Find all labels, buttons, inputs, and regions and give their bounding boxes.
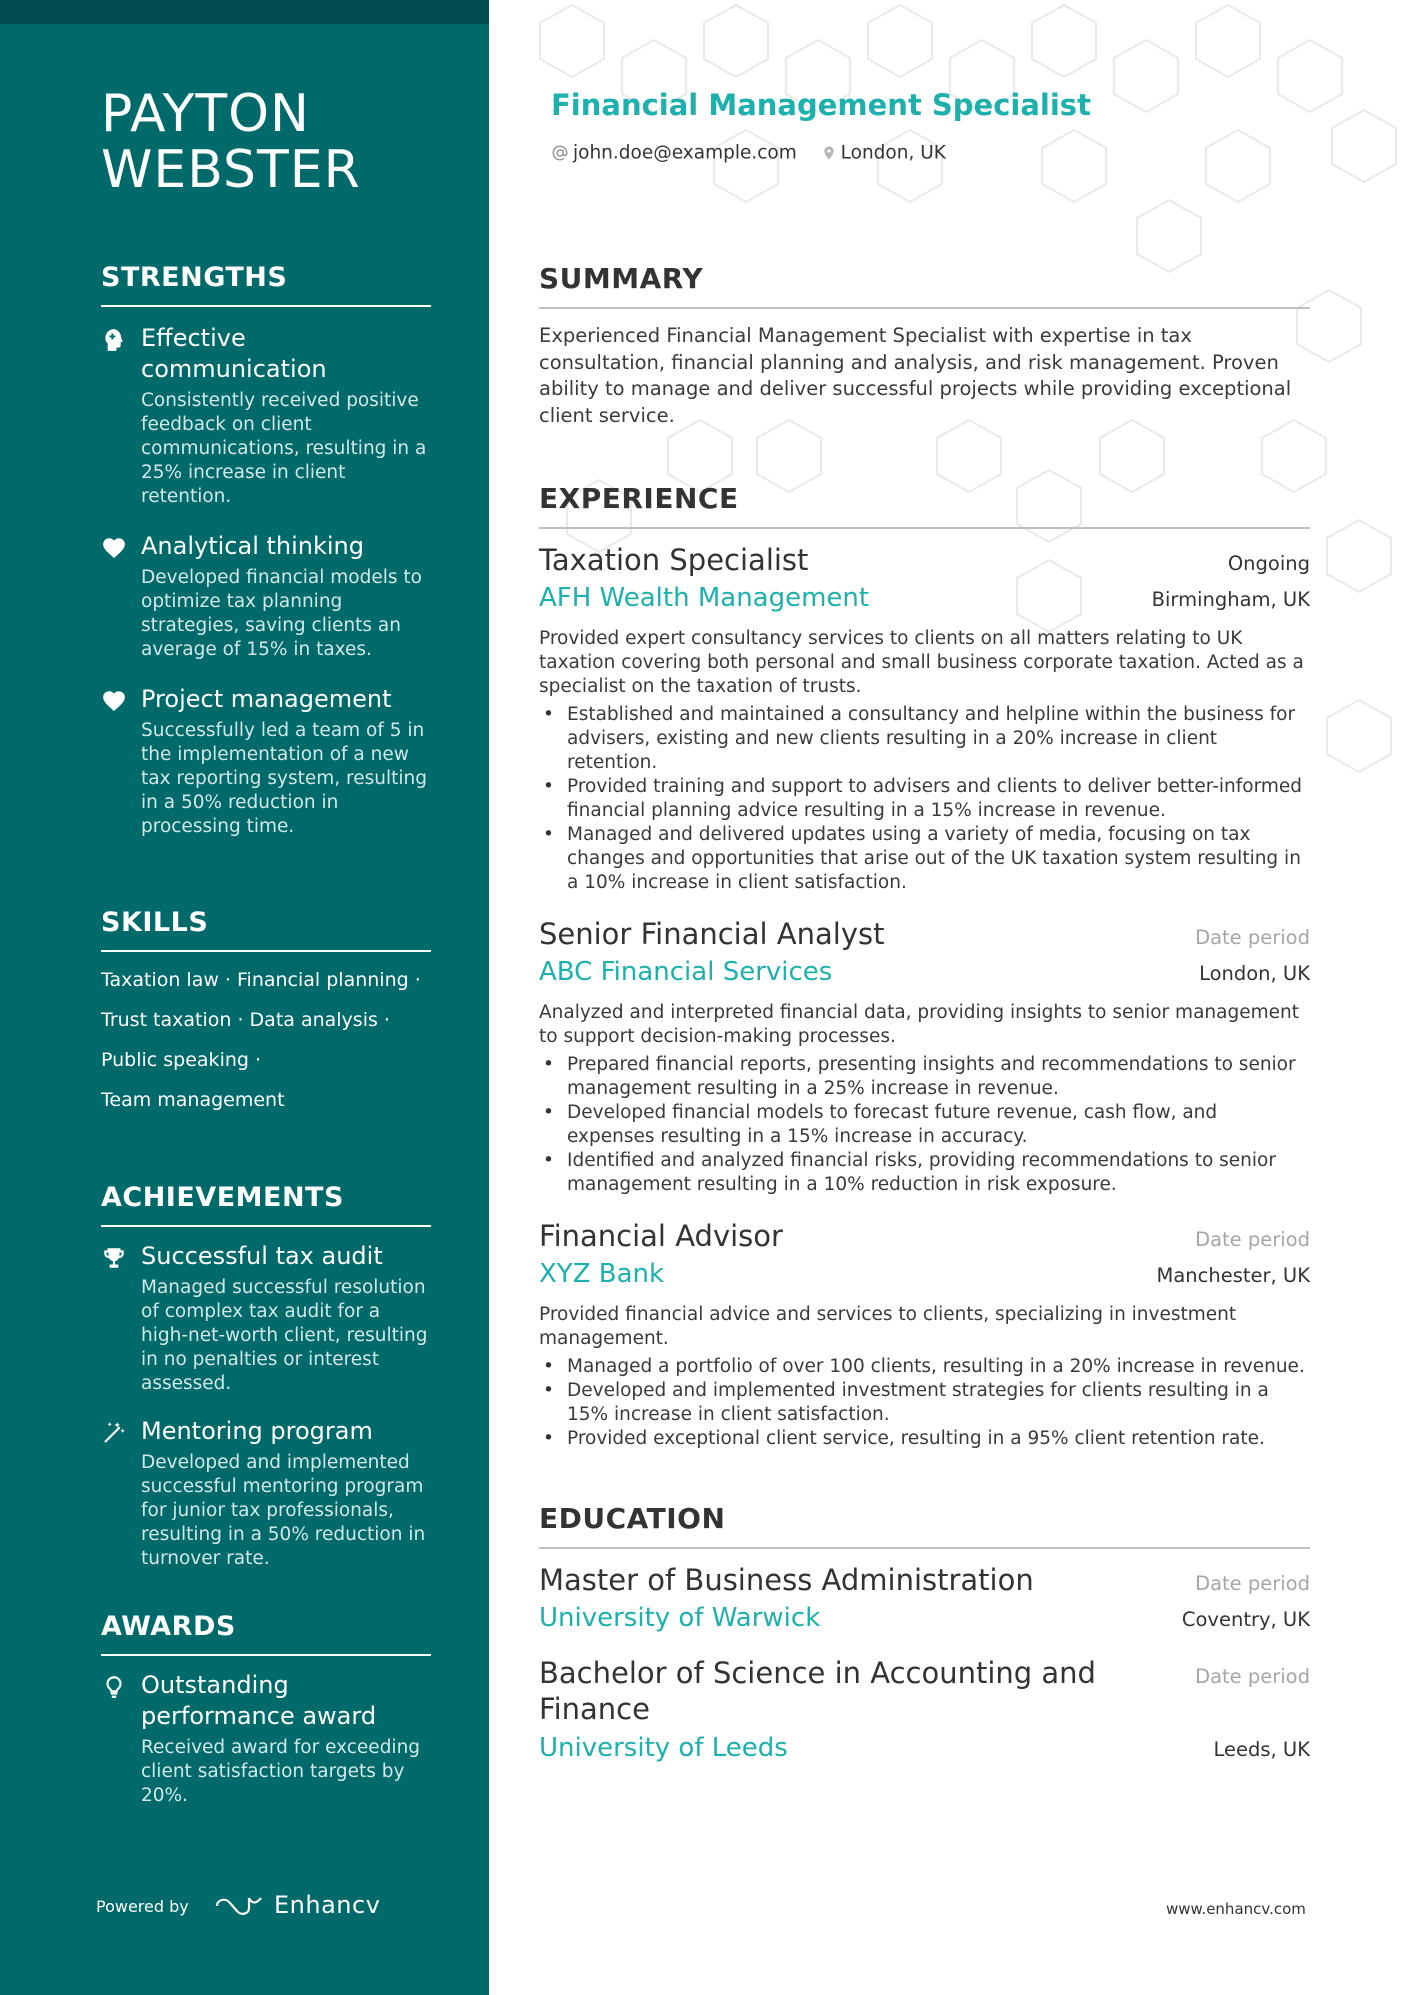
first-name: PAYTON bbox=[101, 84, 310, 144]
entry-description: Provided financial advice and services to clients, specializing in investment management. bbox=[539, 1304, 1237, 1349]
achievement-title: Mentoring program bbox=[141, 1417, 373, 1445]
email-link[interactable]: john.doe@example.com bbox=[573, 142, 797, 164]
entry-location: Coventry, UK bbox=[1181, 1608, 1310, 1631]
footer-url[interactable]: www.enhancv.com bbox=[1166, 1900, 1306, 1918]
strengths-section bbox=[101, 262, 431, 839]
bullet-item: • Provided exceptional client service, resulting in a 95% client retention rate. bbox=[567, 1427, 1310, 1451]
achievement-item bbox=[101, 1416, 431, 1571]
company-name: AFH Wealth Management bbox=[539, 583, 870, 613]
achievement-title: Successful tax audit bbox=[141, 1242, 383, 1270]
date-period: Date period bbox=[1195, 1665, 1310, 1688]
location-pin-icon bbox=[821, 144, 837, 162]
bullet-item: • Prepared financial reports, presenting insights and recommendations to senior management resulting in a 25% increase in revenue. bbox=[567, 1053, 1310, 1101]
strength-item bbox=[101, 684, 431, 839]
job-title: Financial Management Specialist bbox=[551, 88, 1091, 122]
award-title: Outstanding performance award bbox=[141, 1671, 377, 1730]
lightbulb-icon bbox=[101, 1674, 127, 1700]
head-icon bbox=[101, 327, 127, 353]
strength-title: Effective communication bbox=[141, 324, 327, 383]
position-title: Senior Financial Analyst bbox=[539, 917, 885, 951]
award-item bbox=[101, 1670, 431, 1808]
strength-item bbox=[101, 323, 431, 509]
bullet-list bbox=[539, 1355, 1310, 1451]
strengths-title: STRENGTHS bbox=[101, 262, 431, 307]
awards-title: AWARDS bbox=[101, 1611, 431, 1656]
company-name: XYZ Bank bbox=[539, 1259, 665, 1289]
entry-description: Analyzed and interpreted financial data, providing insights to senior management to support decision-making processes. bbox=[539, 1002, 1299, 1047]
achievements-title: ACHIEVEMENTS bbox=[101, 1182, 431, 1227]
location-text: London, UK bbox=[840, 142, 946, 164]
education-title: EDUCATION bbox=[539, 1502, 1310, 1549]
last-name: WEBSTER bbox=[101, 140, 361, 200]
strength-title: Analytical thinking bbox=[141, 532, 364, 560]
enhancv-logo-icon bbox=[214, 1892, 264, 1920]
skills-line: Team management bbox=[101, 1089, 285, 1111]
award-desc: Received award for exceeding client satisfaction targets by 20%. bbox=[141, 1737, 421, 1806]
achievement-item bbox=[101, 1241, 431, 1396]
bullet-item: • Managed and delivered updates using a variety of media, focusing on tax changes and opportunities that arise out of the UK taxation system resulting in a 10% increase in client satisfaction. bbox=[567, 823, 1310, 895]
date-period: Date period bbox=[1195, 1572, 1310, 1595]
achievement-desc: Developed and implemented successful mentoring program for junior tax professionals, resulting in a 50% reduction in turnover rate. bbox=[141, 1452, 426, 1569]
entry-location: Leeds, UK bbox=[1213, 1738, 1310, 1761]
at-icon bbox=[551, 144, 569, 162]
company-name: ABC Financial Services bbox=[539, 957, 833, 987]
enhancv-brand: Enhancv bbox=[274, 1891, 381, 1919]
school-name: University of Warwick bbox=[539, 1603, 821, 1633]
experience-entry bbox=[539, 543, 1310, 895]
bullet-item: • Identified and analyzed financial risks, providing recommendations to senior management resulting in a 10% reduction in risk exposure. bbox=[567, 1149, 1310, 1197]
education-section bbox=[539, 1502, 1310, 1763]
date-period: Date period bbox=[1195, 1228, 1310, 1251]
date-period: Ongoing bbox=[1227, 552, 1310, 575]
skills-section bbox=[101, 907, 431, 1112]
sidebar bbox=[0, 0, 489, 1995]
summary-title: SUMMARY bbox=[539, 262, 1310, 309]
strength-desc: Successfully led a team of 5 in the implementation of a new tax reporting system, resulting in a 50% reduction in processing time. bbox=[141, 720, 428, 837]
bullet-list bbox=[539, 703, 1310, 895]
strength-title: Project management bbox=[141, 685, 392, 713]
achievement-desc: Managed successful resolution of complex tax audit for a high-net-worth client, resulting in no penalties or interest assessed. bbox=[141, 1277, 428, 1394]
bullet-item: • Developed and implemented investment strategies for clients resulting in a 15% increase in client satisfaction. bbox=[567, 1379, 1310, 1427]
position-title: Taxation Specialist bbox=[539, 543, 809, 577]
awards-section bbox=[101, 1611, 431, 1808]
trophy-icon bbox=[101, 1245, 127, 1271]
contact-bar bbox=[551, 142, 946, 164]
education-entry bbox=[539, 1563, 1310, 1633]
school-name: University of Leeds bbox=[539, 1733, 788, 1763]
date-period: Date period bbox=[1195, 926, 1310, 949]
heart-icon bbox=[101, 688, 127, 714]
experience-entry bbox=[539, 1219, 1310, 1451]
summary-text: Experienced Financial Management Specialist with expertise in tax consultation, financial planning and analysis, and risk management. Proven ability to manage and deliver successful projects while providing exceptional client service. bbox=[539, 324, 1292, 427]
bullet-item: • Provided training and support to advisers and clients to deliver better-informed financial planning advice resulting in a 15% increase in revenue. bbox=[567, 775, 1310, 823]
bullet-item: • Managed a portfolio of over 100 clients, resulting in a 20% increase in revenue. bbox=[567, 1355, 1310, 1379]
degree-title: Master of Business Administration bbox=[539, 1563, 1034, 1597]
entry-location: Manchester, UK bbox=[1156, 1264, 1310, 1287]
powered-by-label: Powered by bbox=[96, 1897, 189, 1916]
magic-wand-icon bbox=[101, 1420, 127, 1446]
experience-section bbox=[539, 482, 1310, 1451]
skills-line: Public speaking · bbox=[101, 1049, 262, 1071]
experience-title: EXPERIENCE bbox=[539, 482, 1310, 529]
summary-section bbox=[539, 262, 1310, 429]
degree-title: Bachelor of Science in Accounting and Finance bbox=[539, 1656, 1096, 1726]
strength-desc: Consistently received positive feedback on client communications, resulting in a 25% increase in client retention. bbox=[141, 390, 427, 507]
entry-location: Birmingham, UK bbox=[1151, 588, 1310, 611]
strength-item bbox=[101, 531, 431, 662]
bullet-item: • Developed financial models to forecast future revenue, cash flow, and expenses resulting in a 15% increase in accuracy. bbox=[567, 1101, 1310, 1149]
candidate-name bbox=[101, 86, 361, 198]
entry-description: Provided expert consultancy services to clients on all matters relating to UK taxation covering both personal and small business corporate taxation. Acted as a specialist on the taxation of trusts. bbox=[539, 628, 1304, 697]
skills-title: SKILLS bbox=[101, 907, 431, 952]
position-title: Financial Advisor bbox=[539, 1219, 783, 1253]
experience-entry bbox=[539, 917, 1310, 1197]
entry-location: London, UK bbox=[1199, 962, 1310, 985]
bullet-item: • Established and maintained a consultancy and helpline within the business for advisers, existing and new clients resulting in a 20% increase in client retention. bbox=[567, 703, 1310, 775]
bullet-list bbox=[539, 1053, 1310, 1197]
education-entry bbox=[539, 1655, 1310, 1763]
achievements-section bbox=[101, 1182, 431, 1571]
skills-line: Trust taxation · Data analysis · bbox=[101, 1009, 390, 1031]
sidebar-top-bar bbox=[0, 0, 489, 24]
skills-line: Taxation law · Financial planning · bbox=[101, 969, 421, 991]
heart-icon bbox=[101, 535, 127, 561]
strength-desc: Developed financial models to optimize tax planning strategies, saving clients an average of 15% in taxes. bbox=[141, 567, 422, 660]
